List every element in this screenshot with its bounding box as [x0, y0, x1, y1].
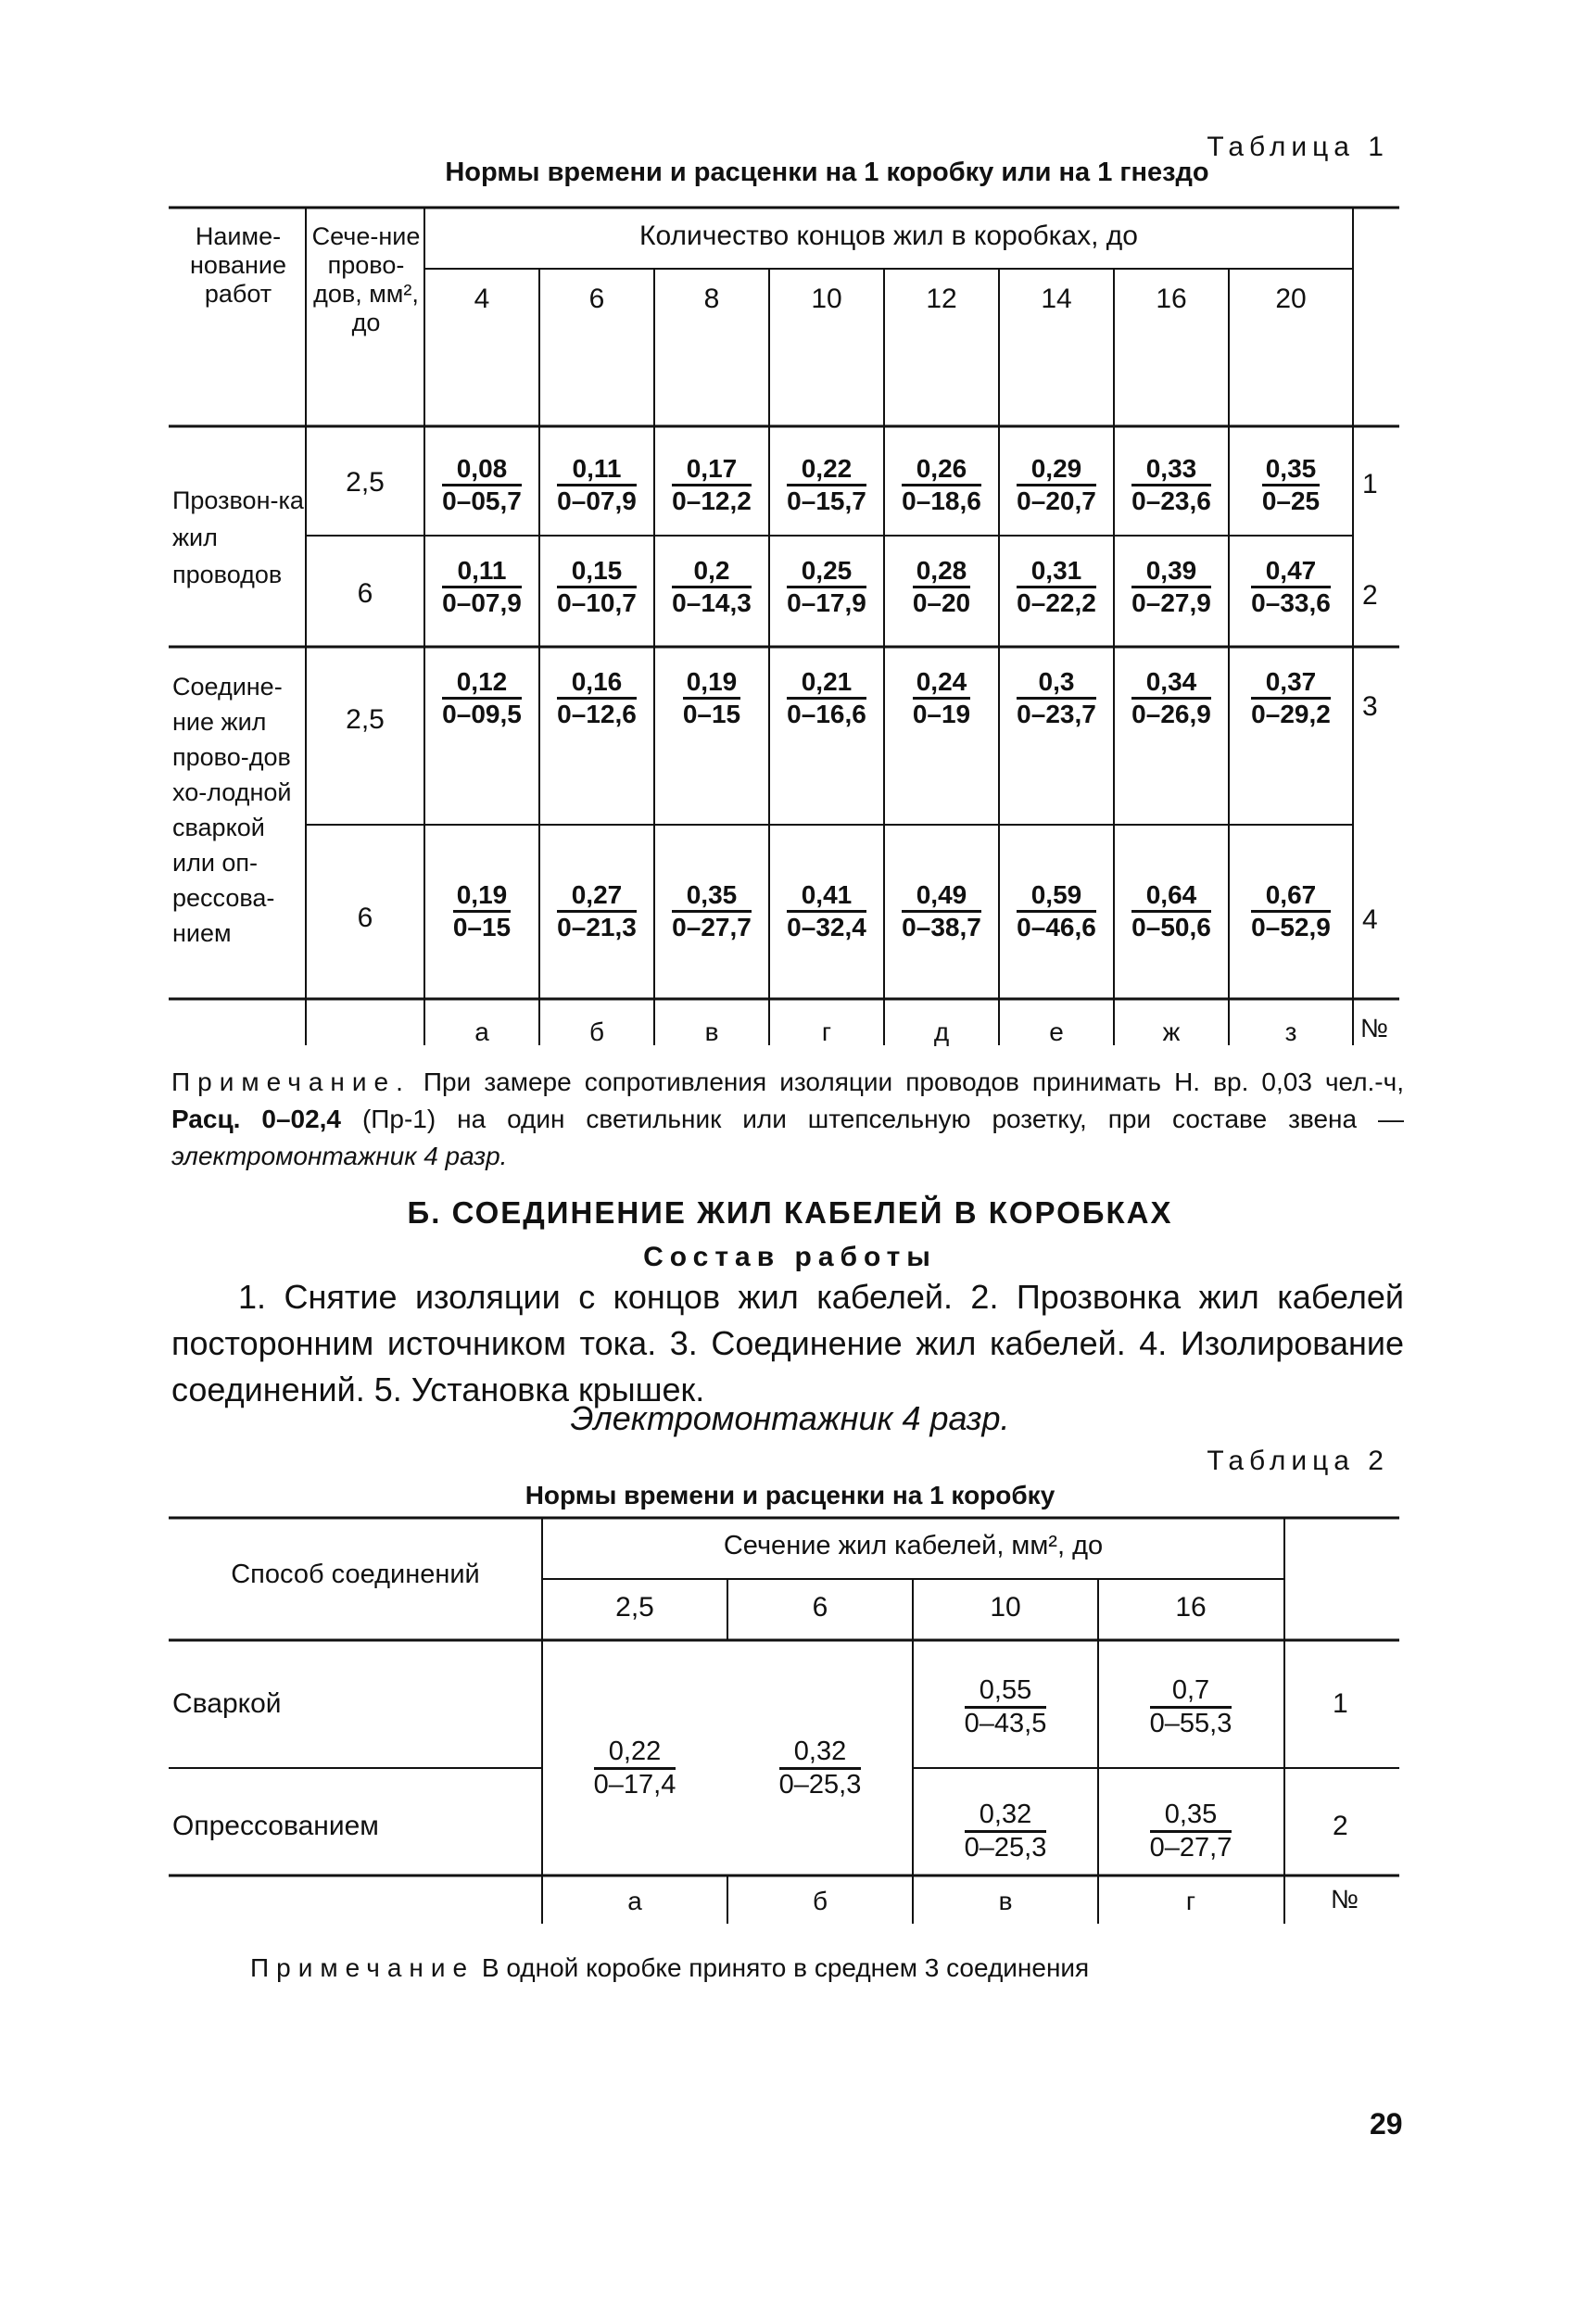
- note1-crew: электромонтажник 4 разр.: [171, 1142, 508, 1170]
- t1-den: 0–05,7: [442, 486, 522, 516]
- t1-section-r4: 6: [357, 903, 373, 933]
- note1: [171, 1064, 1404, 1175]
- t1-den: 0–20,7: [1017, 486, 1096, 516]
- t2-col-letter: г: [1185, 1887, 1196, 1915]
- t1-den: 0–46,6: [1017, 913, 1096, 942]
- t2-row-no: 1: [1333, 1688, 1348, 1719]
- t2-head-method: Способ соединений: [231, 1560, 480, 1589]
- t1-num: 0,64: [1131, 880, 1211, 913]
- t1-num: 0,21: [787, 667, 866, 700]
- t1-count: 20: [1275, 284, 1307, 314]
- t2-num: 0,22: [594, 1737, 676, 1770]
- section-b-title: Б. СОЕДИНЕНИЕ ЖИЛ КАБЕЛЕЙ В КОРОБКАХ: [407, 1195, 1173, 1230]
- t1-cell: [654, 880, 769, 942]
- t1-num: 0,11: [442, 556, 522, 588]
- t1-num: 0,35: [1262, 454, 1320, 486]
- t1-den: 0–50,6: [1131, 913, 1211, 942]
- t2-cell-shared-25: [542, 1737, 727, 1801]
- table2-label: Таблица 2: [1207, 1446, 1389, 1476]
- t1-cell: [884, 454, 999, 516]
- t1-row-no: 2: [1362, 580, 1378, 611]
- t1-col-letter: з: [1284, 1017, 1297, 1046]
- t1-fraction: [1251, 880, 1331, 942]
- t1-den: 0–16,6: [787, 700, 866, 729]
- t1-cell: [999, 880, 1114, 942]
- t1-num: 0,37: [1251, 667, 1331, 700]
- t1-num: 0,17: [672, 454, 752, 486]
- t1-fraction: [1251, 556, 1331, 618]
- t2-cell-r2-16: [1098, 1800, 1283, 1864]
- t1-den: 0–38,7: [902, 913, 981, 942]
- t1-fraction: [787, 880, 866, 942]
- t1-cell: [769, 556, 884, 618]
- table2-title: Нормы времени и расценки на 1 коробку: [525, 1481, 1055, 1509]
- t1-num: 0,59: [1017, 880, 1096, 913]
- t1-den: 0–32,4: [787, 913, 866, 942]
- t1-cell: [424, 556, 539, 618]
- t1-num: 0,12: [442, 667, 522, 700]
- t1-den: 0–12,2: [672, 486, 752, 516]
- t1-fraction: [557, 454, 637, 516]
- t1-fraction: [672, 454, 752, 516]
- t1-count: 14: [1041, 284, 1072, 314]
- note2-text: В одной коробке принято в среднем 3 соединения: [481, 1953, 1090, 1982]
- t1-count: 4: [474, 284, 490, 314]
- t1-cell: [1114, 454, 1229, 516]
- t1-den: 0–23,7: [1017, 700, 1096, 729]
- t1-den: 0–12,6: [557, 700, 637, 729]
- note1-text2: (Пр-1) на один светильник или штепсельную розетку, при составе звена —: [361, 1105, 1405, 1133]
- page-number: 29: [1370, 2107, 1403, 2141]
- composition-title: Состав работы: [643, 1242, 937, 1272]
- t1-fraction: [1017, 556, 1096, 618]
- t2-den: 0–27,7: [1149, 1833, 1232, 1863]
- t1-num: 0,19: [453, 880, 511, 913]
- t2-cell-r2-10: [913, 1800, 1098, 1864]
- t1-den: 0–19: [912, 700, 971, 729]
- t1-section-r3: 2,5: [346, 704, 385, 735]
- t2-num: 0,35: [1150, 1800, 1232, 1833]
- t1-fraction: [1262, 454, 1320, 516]
- t1-head-section: Сече-ние прово-дов, мм², до: [311, 222, 421, 336]
- t2-head-sections: [542, 1592, 1284, 1623]
- t1-den: 0–26,9: [1131, 700, 1211, 729]
- t1-section-r2: 6: [357, 578, 373, 609]
- t1-col-letter: е: [1049, 1017, 1064, 1046]
- t1-count: 16: [1156, 284, 1187, 314]
- t1-num: 0,15: [557, 556, 637, 588]
- t1-den: 0–15: [452, 913, 512, 942]
- t2-num: 0,7: [1150, 1675, 1232, 1709]
- t1-cell: [1229, 556, 1353, 618]
- t1-cell: [424, 880, 539, 942]
- t1-num: 0,26: [902, 454, 981, 486]
- t1-col-letter: б: [588, 1017, 605, 1046]
- t1-cell: [1229, 454, 1353, 516]
- t1-num: 0,28: [913, 556, 970, 588]
- t1-fraction: [557, 556, 637, 618]
- t2-cell-r1-16: [1098, 1675, 1283, 1740]
- t1-fraction: [787, 556, 866, 618]
- t1-num: 0,25: [787, 556, 866, 588]
- t1-cell: [654, 667, 769, 729]
- t1-head-work: Наиме-нование работ: [190, 222, 286, 308]
- t2-head-group: Сечение жил кабелей, мм², до: [723, 1531, 1104, 1560]
- t1-den: 0–07,9: [557, 486, 637, 516]
- t1-col-letter: ж: [1162, 1017, 1181, 1046]
- t2-section: 10: [990, 1592, 1021, 1623]
- t1-num: 0,3: [1017, 667, 1096, 700]
- t1-den: 0–52,9: [1251, 913, 1331, 942]
- t1-den: 0–15,7: [787, 486, 866, 516]
- t1-count: 8: [703, 284, 720, 314]
- t1-num: 0,08: [442, 454, 522, 486]
- t2-den: 0–25,3: [964, 1833, 1047, 1863]
- t1-den: 0–14,3: [672, 588, 752, 618]
- t1-num: 0,39: [1131, 556, 1211, 588]
- t2-col-letter: в: [998, 1887, 1013, 1915]
- t1-fraction: [683, 667, 740, 729]
- t1-count: 6: [588, 284, 605, 314]
- t1-cell: [654, 454, 769, 516]
- t1-cell: [884, 556, 999, 618]
- t2-den: 0–55,3: [1149, 1709, 1232, 1739]
- t1-den: 0–29,2: [1251, 700, 1331, 729]
- t1-cell: [539, 667, 654, 729]
- t1-count: 10: [811, 284, 842, 314]
- t1-den: 0–15: [682, 700, 741, 729]
- t2-den: 0–43,5: [964, 1709, 1047, 1739]
- t1-fraction: [1131, 454, 1211, 516]
- t1-row-no: 4: [1362, 904, 1378, 935]
- t1-col-letter: а: [474, 1017, 489, 1046]
- t1-den: 0–20: [912, 588, 971, 618]
- t1-cell: [769, 880, 884, 942]
- t1-head-group: Количество концов жил в коробках, до: [639, 221, 1138, 251]
- t1-cell: [1114, 667, 1229, 729]
- t1-den: 0–21,3: [557, 913, 637, 942]
- t1-fraction: [902, 454, 981, 516]
- t1-num: 0,27: [557, 880, 637, 913]
- t1-cell: [884, 667, 999, 729]
- t1-den: 0–07,9: [442, 588, 522, 618]
- t1-num: 0,2: [672, 556, 752, 588]
- note2: [250, 1953, 1089, 1983]
- t1-num: 0,31: [1017, 556, 1096, 588]
- t1-fraction: [1017, 454, 1096, 516]
- t1-fraction: [1017, 880, 1096, 942]
- t1-section-r1: 2,5: [346, 467, 385, 498]
- t1-col-letter: г: [821, 1017, 832, 1046]
- t1-cell: [769, 667, 884, 729]
- t1-den: 0–09,5: [442, 700, 522, 729]
- t1-cell: [769, 454, 884, 516]
- t2-footer-no: №: [1331, 1885, 1359, 1914]
- t1-fraction: [442, 454, 522, 516]
- t2-row-no: 2: [1333, 1811, 1348, 1841]
- t1-den: 0–25: [1261, 486, 1321, 516]
- t1-cell: [424, 667, 539, 729]
- t1-row-no: 3: [1362, 691, 1378, 722]
- t1-den: 0–10,7: [557, 588, 637, 618]
- t1-group-name-2: Соедине-ние жил прово-дов хо-лодной сваркой или оп-рессова-нием: [172, 673, 292, 947]
- t1-cell: [1229, 667, 1353, 729]
- t1-num: 0,22: [787, 454, 866, 486]
- t1-num: 0,29: [1017, 454, 1096, 486]
- t1-fraction: [442, 556, 522, 618]
- t2-cell-r1-10: [913, 1675, 1098, 1740]
- t1-fraction: [442, 667, 522, 729]
- t2-method-1: Сваркой: [172, 1688, 282, 1719]
- t2-col-letter: б: [812, 1887, 828, 1915]
- t1-cell: [539, 454, 654, 516]
- t1-cell: [884, 880, 999, 942]
- t1-fraction: [913, 667, 970, 729]
- t1-cell: [539, 556, 654, 618]
- note1-label: Примечание.: [171, 1067, 411, 1096]
- composition-text: 1. Снятие изоляции с концов жил кабелей. 2. Прозвонка жил кабелей посторонним источником тока. 3. Соединение жил кабелей. 4. Изолирование соединений. 5. Установка крышек.: [171, 1278, 1404, 1408]
- t1-den: 0–18,6: [902, 486, 981, 516]
- note1-text1: При замере сопротивления изоляции проводов принимать Н. вр. 0,03 чел.-ч,: [423, 1067, 1404, 1096]
- t1-den: 0–23,6: [1131, 486, 1211, 516]
- t1-fraction: [1251, 667, 1331, 729]
- t1-cell: [539, 880, 654, 942]
- t1-cell: [1114, 880, 1229, 942]
- t1-num: 0,19: [683, 667, 740, 700]
- t1-fraction: [1131, 667, 1211, 729]
- t1-cell: [424, 454, 539, 516]
- t2-den: 0–25,3: [778, 1770, 862, 1800]
- t1-den: 0–27,9: [1131, 588, 1211, 618]
- t1-fraction: [672, 880, 752, 942]
- t2-section: 2,5: [615, 1592, 654, 1623]
- note2-label: Примечание: [250, 1953, 475, 1982]
- t1-den: 0–17,9: [787, 588, 866, 618]
- t1-cell: [654, 556, 769, 618]
- t2-section: 6: [812, 1592, 828, 1623]
- t1-row-no: 1: [1362, 469, 1378, 499]
- t2-col-letter: а: [627, 1887, 642, 1915]
- t1-num: 0,35: [672, 880, 752, 913]
- t2-den: 0–17,4: [593, 1770, 676, 1800]
- t2-num: 0,32: [779, 1737, 862, 1770]
- t1-den: 0–22,2: [1017, 588, 1096, 618]
- t1-cell: [999, 454, 1114, 516]
- note1-rasc: Расц. 0–02,4: [171, 1105, 342, 1133]
- t1-col-letter: д: [933, 1017, 950, 1046]
- t1-cell: [1114, 556, 1229, 618]
- section-b-crew: Электромонтажник 4 разр.: [570, 1399, 1010, 1437]
- t2-num: 0,55: [965, 1675, 1047, 1709]
- t2-section: 16: [1175, 1592, 1207, 1623]
- t1-fraction: [787, 454, 866, 516]
- t1-den: 0–27,7: [672, 913, 752, 942]
- t1-den: 0–33,6: [1251, 588, 1331, 618]
- t1-footer: [424, 1017, 1353, 1047]
- t1-num: 0,49: [902, 880, 981, 913]
- t1-cell: [1229, 880, 1353, 942]
- t1-count: 12: [926, 284, 957, 314]
- t1-num: 0,16: [557, 667, 637, 700]
- t1-col-letter: в: [704, 1017, 719, 1046]
- t1-footer-no: №: [1360, 1014, 1389, 1042]
- t1-fraction: [902, 880, 981, 942]
- t1-num: 0,67: [1251, 880, 1331, 913]
- t2-footer: [542, 1887, 1284, 1916]
- t1-fraction: [557, 667, 637, 729]
- t2-method-2: Опрессованием: [172, 1811, 379, 1841]
- t1-fraction: [1131, 556, 1211, 618]
- t1-head-counts: [424, 284, 1353, 321]
- t2-num: 0,32: [965, 1800, 1047, 1833]
- table1-title: Нормы времени и расценки на 1 коробку или на 1 гнездо: [445, 158, 1209, 187]
- t1-fraction: [1017, 667, 1096, 729]
- t1-cell: [999, 667, 1114, 729]
- t1-num: 0,34: [1131, 667, 1211, 700]
- t1-fraction: [787, 667, 866, 729]
- t1-num: 0,41: [787, 880, 866, 913]
- t1-num: 0,11: [557, 454, 637, 486]
- table1-label: Таблица 1: [1207, 132, 1389, 162]
- t1-num: 0,33: [1131, 454, 1211, 486]
- t1-fraction: [453, 880, 511, 942]
- t1-group-name-1: Прозвон-ка жил проводов: [172, 486, 304, 588]
- t1-fraction: [1131, 880, 1211, 942]
- t1-fraction: [913, 556, 970, 618]
- t1-num: 0,47: [1251, 556, 1331, 588]
- t1-num: 0,24: [913, 667, 970, 700]
- t1-cell: [999, 556, 1114, 618]
- t1-fraction: [672, 556, 752, 618]
- t1-fraction: [557, 880, 637, 942]
- t2-cell-shared-6: [727, 1737, 913, 1801]
